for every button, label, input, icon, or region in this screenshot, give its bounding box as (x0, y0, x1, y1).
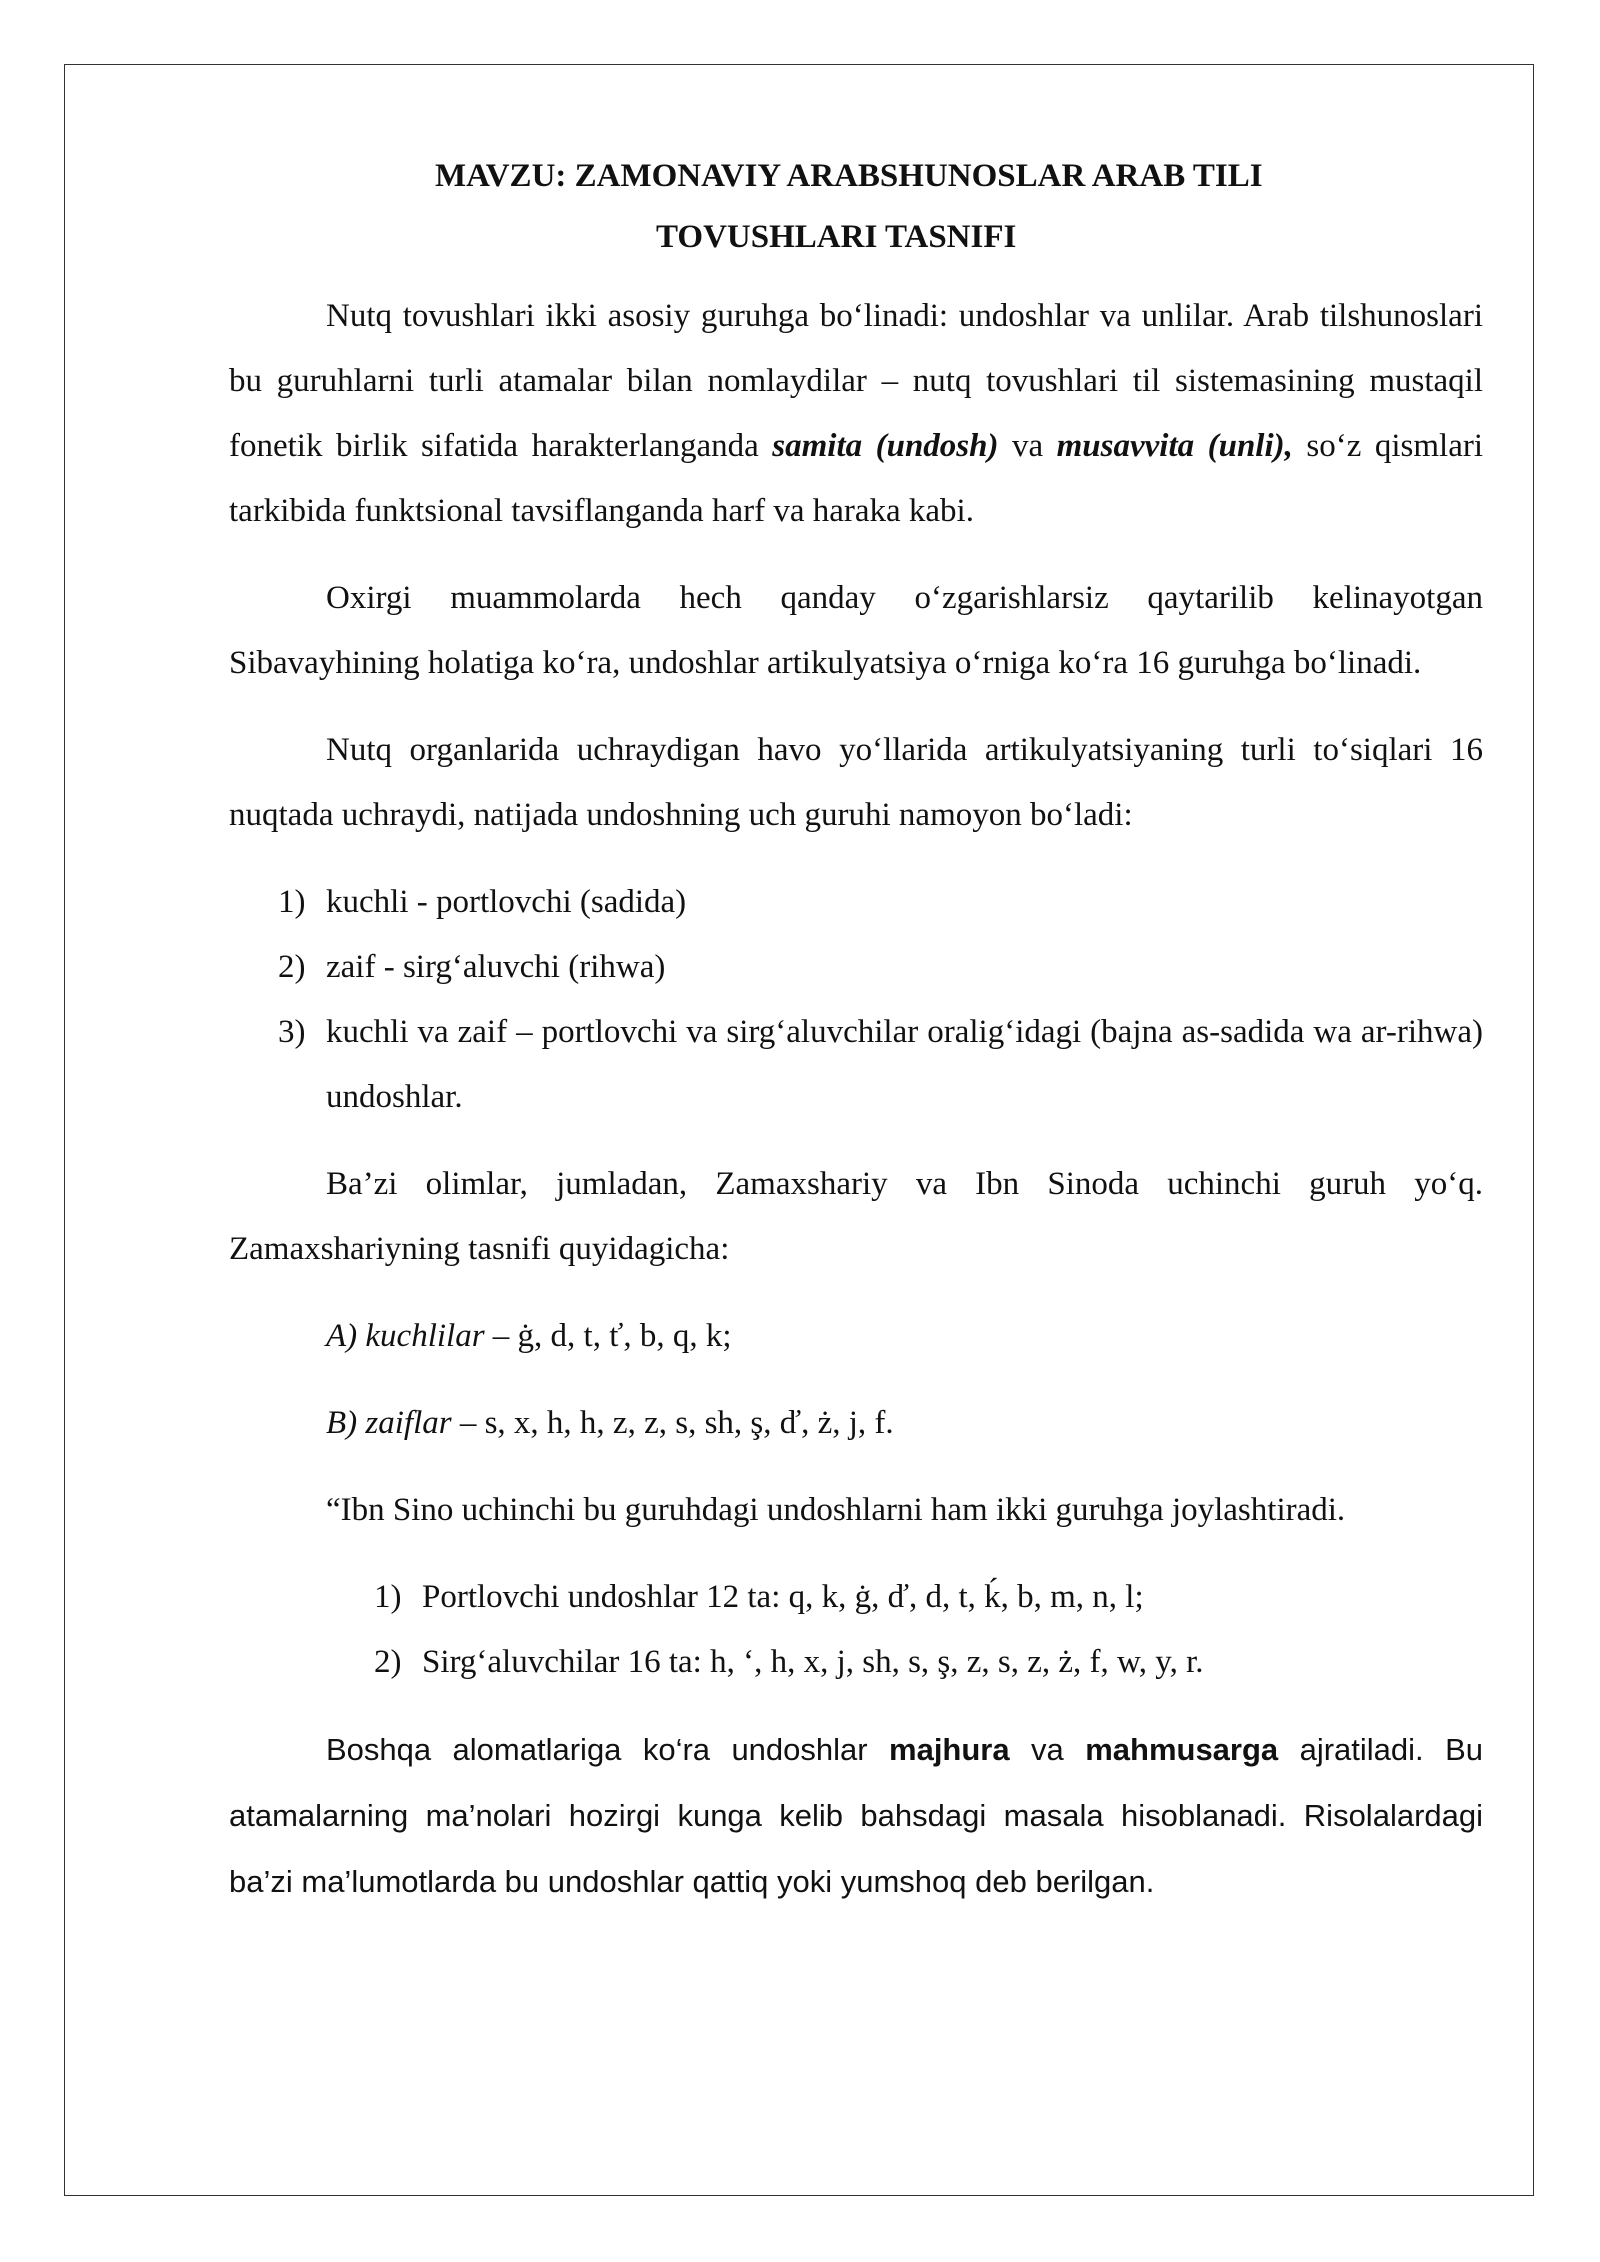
term-samita: samita (undosh) (772, 428, 999, 464)
list-item (229, 1000, 1483, 1130)
paragraph-5-text-c: ajratiladi. Bu atamalarning ma’nolari hozirgi kunga kelib bahsdagi masala hisoblanadi. Risolalardagi ba’zi ma’lumotlarda bu undoshlar qattiq yoki yumshoq deb berilgan. (229, 1732, 1483, 1899)
list-item-number: 1) (374, 1579, 402, 1615)
paragraph-5-text-b: va (1009, 1732, 1086, 1767)
paragraph-4: Ba’zi olimlar, jumladan, Zamaxshariy va Ibn Sinoda uchinchi guruh yo‘q. Zamaxshariyning tasnifi quyidagicha: (229, 1166, 1483, 1267)
list-item-text: kuchli - portlovchi (sadida) (326, 884, 687, 920)
list-item-text: Sirg‘aluvchilar 16 ta: h, ‘, h, x, j, sh, s, ş, z, s, z, ż, f, w, y, r. (422, 1644, 1204, 1680)
consonant-groups-list (229, 870, 1483, 1130)
paragraph-1 (229, 284, 1483, 544)
paragraph-2: Oxirgi muammolarda hech qanday o‘zgarishlarsiz qaytarilib kelinayotgan Sibavayhining holatiga ko‘ra, undoshlar artikulyatsiya o‘rniga ko‘ra 16 guruhga bo‘linadi. (229, 580, 1483, 681)
ibn-sino-quote: “Ibn Sino uchinchi bu guruhdagi undoshlarni ham ikki guruhga joylashtiradi. (326, 1492, 1346, 1528)
classification-a-letters: – ġ, d, t, ť, b, q, k; (484, 1318, 732, 1354)
paragraph-3: Nutq organlarida uchraydigan havo yo‘llarida artikulyatsiyaning turli to‘siqlari 16 nuqtada uchraydi, natijada undoshning uch guruhi namoyon bo‘ladi: (229, 732, 1483, 833)
term-mahmusarga: mahmusarga (1085, 1732, 1279, 1767)
list-item-number: 3) (278, 1014, 306, 1050)
classification-a-label: A) kuchlilar (326, 1318, 485, 1354)
list-item-text: kuchli va zaif – portlovchi va sirg‘aluvchilar oralig‘idagi (bajna as-sadida wa ar-rihwa) undoshlar. (326, 1014, 1483, 1115)
document-title (229, 146, 1483, 268)
term-majhura: majhura (889, 1732, 1010, 1767)
list-item (229, 1565, 1483, 1630)
list-item-text: zaif - sirg‘aluvchi (rihwa) (326, 949, 666, 985)
document-body (229, 146, 1483, 1937)
list-item (229, 870, 1483, 935)
classification-b (229, 1391, 1483, 1456)
list-item-number: 1) (278, 884, 306, 920)
term-musavvita: musavvita (unli), (1056, 428, 1293, 464)
ibn-sino-groups-list (229, 1565, 1483, 1695)
classification-b-label: B) zaiflar (326, 1405, 452, 1441)
list-item-number: 2) (278, 949, 306, 985)
classification-b-letters: – s, x, h, h, z, z, s, sh, ş, ď, ż, j, f. (451, 1405, 894, 1441)
list-item-text: Portlovchi undoshlar 12 ta: q, k, ġ, ď, d, t, ḱ, b, m, n, l; (422, 1579, 1144, 1615)
paragraph-5 (229, 1717, 1483, 1915)
list-item (229, 935, 1483, 1000)
paragraph-1-text-b: va (998, 428, 1057, 464)
paragraph-1-text-a: Nutq tovushlari ikki asosiy guruhga bo‘linadi: undoshlar va unlilar. Arab tilshunoslari bu guruhlarni turli atamalar bilan nomlaydilar – nutq tovushlari til sistemasining mustaqil fonetik birlik sifatida harakterlanganda (229, 298, 1483, 464)
list-item (229, 1630, 1483, 1695)
paragraph-5-text-a: Boshqa alomatlariga ko‘ra undoshlar (326, 1732, 890, 1767)
title-line-1: MAVZU: ZAMONAVIY ARABSHUNOSLAR ARAB TILI (435, 158, 1263, 194)
title-line-2: TOVUSHLARI TASNIFI (656, 219, 1017, 255)
list-item-number: 2) (374, 1644, 402, 1680)
classification-a (229, 1304, 1483, 1369)
paragraph-1-text-c: so‘z qismlari tarkibida funktsional tavsiflanganda harf va haraka kabi. (229, 428, 1483, 529)
